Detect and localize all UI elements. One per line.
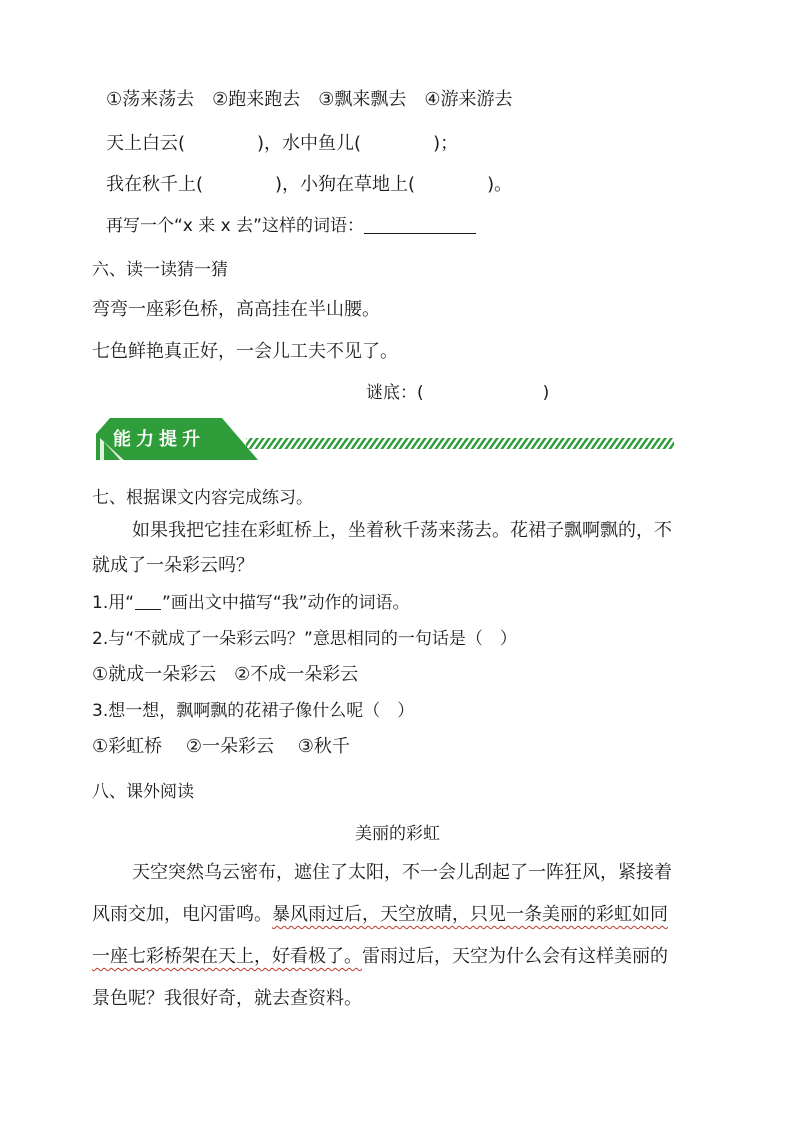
wavy-underlined-text: 一座七彩桥架在天上，好看极了。 xyxy=(92,946,362,967)
q5-fill-line-2: 我在秋千上( )，小狗在草地上( )。 xyxy=(106,174,513,195)
q5-options: ①荡来荡去 ②跑来跑去 ③飘来飘去 ④游来游去 xyxy=(106,89,513,110)
q5-extra-prefix: 再写一个“x 来 x 去”这样的词语： xyxy=(106,216,364,236)
q7-item-3-options: ①彩虹桥 ②一朵彩云 ③秋千 xyxy=(92,736,350,757)
riddle-line-1: 弯弯一座彩色桥，高高挂在半山腰。 xyxy=(92,299,380,320)
reading-line-2 xyxy=(92,900,668,926)
wavy-underlined-text: 暴风雨过后，天空放晴，只见一条美丽的彩虹如同 xyxy=(272,904,668,925)
q5-fill-line-1: 天上白云( )，水中鱼儿( )； xyxy=(106,133,459,154)
q7-item-2-options: ①就成一朵彩云 ②不成一朵彩云 xyxy=(92,664,359,685)
banner-label: 能力提升 xyxy=(113,429,205,450)
q6-heading: 六、读一读猜一猜 xyxy=(92,260,228,280)
reading-line-3 xyxy=(92,942,668,968)
q7-item-3: 3.想一想，飘啊飘的花裙子像什么呢（ ） xyxy=(92,701,415,721)
q7-item-2: 2.与“不就成了一朵彩云吗？”意思相同的一句话是（ ） xyxy=(92,629,517,649)
reading-line-3-plain: 雷雨过后，天空为什么会有这样美丽的 xyxy=(362,946,668,967)
q7-heading: 七、根据课文内容完成练习。 xyxy=(92,488,313,508)
q7-item-1 xyxy=(92,588,409,613)
reading-title: 美丽的彩虹 xyxy=(355,824,440,844)
q5-extra-word xyxy=(106,211,476,236)
section-banner xyxy=(96,418,676,464)
banner-stripe xyxy=(246,438,674,449)
q8-heading: 八、课外阅读 xyxy=(92,782,194,802)
q7-item-1-suffix: ”画出文中描写“我”动作的词语。 xyxy=(162,593,410,613)
reading-line-2-plain: 风雨交加，电闪雷鸣。 xyxy=(92,904,272,925)
answer-write-line[interactable] xyxy=(364,219,476,234)
q7-passage-line-1: 如果我把它挂在彩虹桥上，坐着秋千荡来荡去。花裙子飘啊飘的，不 xyxy=(132,520,672,541)
riddle-line-2: 七色鲜艳真正好，一会儿工夫不见了。 xyxy=(92,341,398,362)
reading-line-1: 天空突然乌云密布，遮住了太阳，不一会儿刮起了一阵狂风，紧接着 xyxy=(132,862,672,883)
reading-line-4: 景色呢？我很好奇，就去查资料。 xyxy=(92,988,362,1009)
underline-mark-blank xyxy=(135,597,161,610)
q7-item-1-prefix: 1.用“ xyxy=(92,593,135,613)
q7-passage-line-2: 就成了一朵彩云吗？ xyxy=(92,555,254,576)
riddle-answer: 谜底：( ) xyxy=(366,383,550,403)
